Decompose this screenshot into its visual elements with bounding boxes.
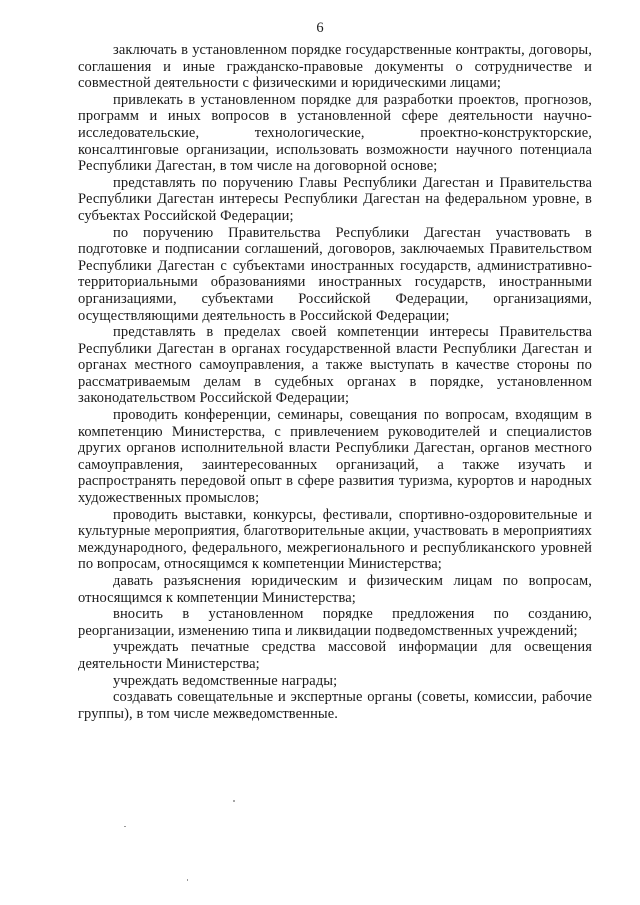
paragraph-awards: учреждать ведомственные награды;: [113, 672, 338, 689]
paragraph-exhibitions: проводить выставки, конкурсы, фестивали, спортивно-оздоровительные и культурные мероприятия, благотворительные акции, участвовать в мероприятиях международного, федерального, межрегионального и республиканского уровней по вопросам, относящимся к компетенции Министерства;: [78, 506, 592, 573]
paragraph-reorganization-proposals: вносить в установленном порядке предложения по созданию, реорганизации, изменению типа и ликвидации подведомственных учреждений;: [78, 606, 592, 639]
scan-speck: [124, 826, 126, 827]
paragraph-represent-government: представлять в пределах своей компетенции интересы Правительства Республики Дагестан в органах государственной власти Республики Дагестан и органах местного самоуправления, а также выступать в качестве стороны по рассматриваемым делам в судебных органах в порядке, установленном законодательством Российской Федерации;: [78, 324, 592, 407]
paragraph-international-agreements: по поручению Правительства Республики Дагестан участвовать в подготовке и подписании соглашений, договоров, заключаемых Правительством Республики Дагестан с субъектами иностранных государств, административно-территориальными образованиями иностранных государств, иностранными организациями, субъектами Российской Федерации, организациями, осуществляющими деятельность в Российской Федерации;: [78, 224, 592, 324]
paragraph-clarifications: давать разъяснения юридическим и физическим лицам по вопросам, относящимся к компетенции Министерства;: [78, 573, 592, 606]
paragraph-conferences: проводить конференции, семинары, совещания по вопросам, входящим в компетенцию Министерства, с привлечением руководителей и специалистов других органов исполнительной власти Республики Дагестан, органов местного самоуправления, заинтересованных организаций, а также изучать и распространять передовой опыт в сфере развития туризма, курортов и народных художественных промыслов;: [78, 407, 592, 507]
paragraph-mass-media: учреждать печатные средства массовой информации для освещения деятельности Министерства;: [78, 639, 592, 672]
document-body: [78, 42, 592, 722]
page-number: 6: [316, 20, 324, 36]
scan-speck: [233, 800, 235, 802]
paragraph-advisory-bodies: создавать совещательные и экспертные органы (советы, комиссии, рабочие группы), в том числе межведомственные.: [78, 689, 592, 722]
paragraph-engage-organizations: привлекать в установленном порядке для разработки проектов, прогнозов, программ и иных вопросов в установленной сфере деятельности научно-исследовательские, технологические, проектно-конструкторские, консалтинговые организации, использовать возможности научного потенциала Республики Дагестан, в том числе на договорной основе;: [78, 91, 592, 175]
scan-speck: [187, 879, 188, 881]
paragraph-represent-interests-federal: представлять по поручению Главы Республики Дагестан и Правительства Республики Дагестан интересы Республики Дагестан на федеральном уровне, в субъектах Российской Федерации;: [78, 174, 592, 224]
paragraph-conclude-contracts: заключать в установленном порядке государственные контракты, договоры, соглашения и иные гражданско-правовые документы о сотрудничестве и совместной деятельности с физическими и юридическими лицами;: [78, 42, 592, 92]
